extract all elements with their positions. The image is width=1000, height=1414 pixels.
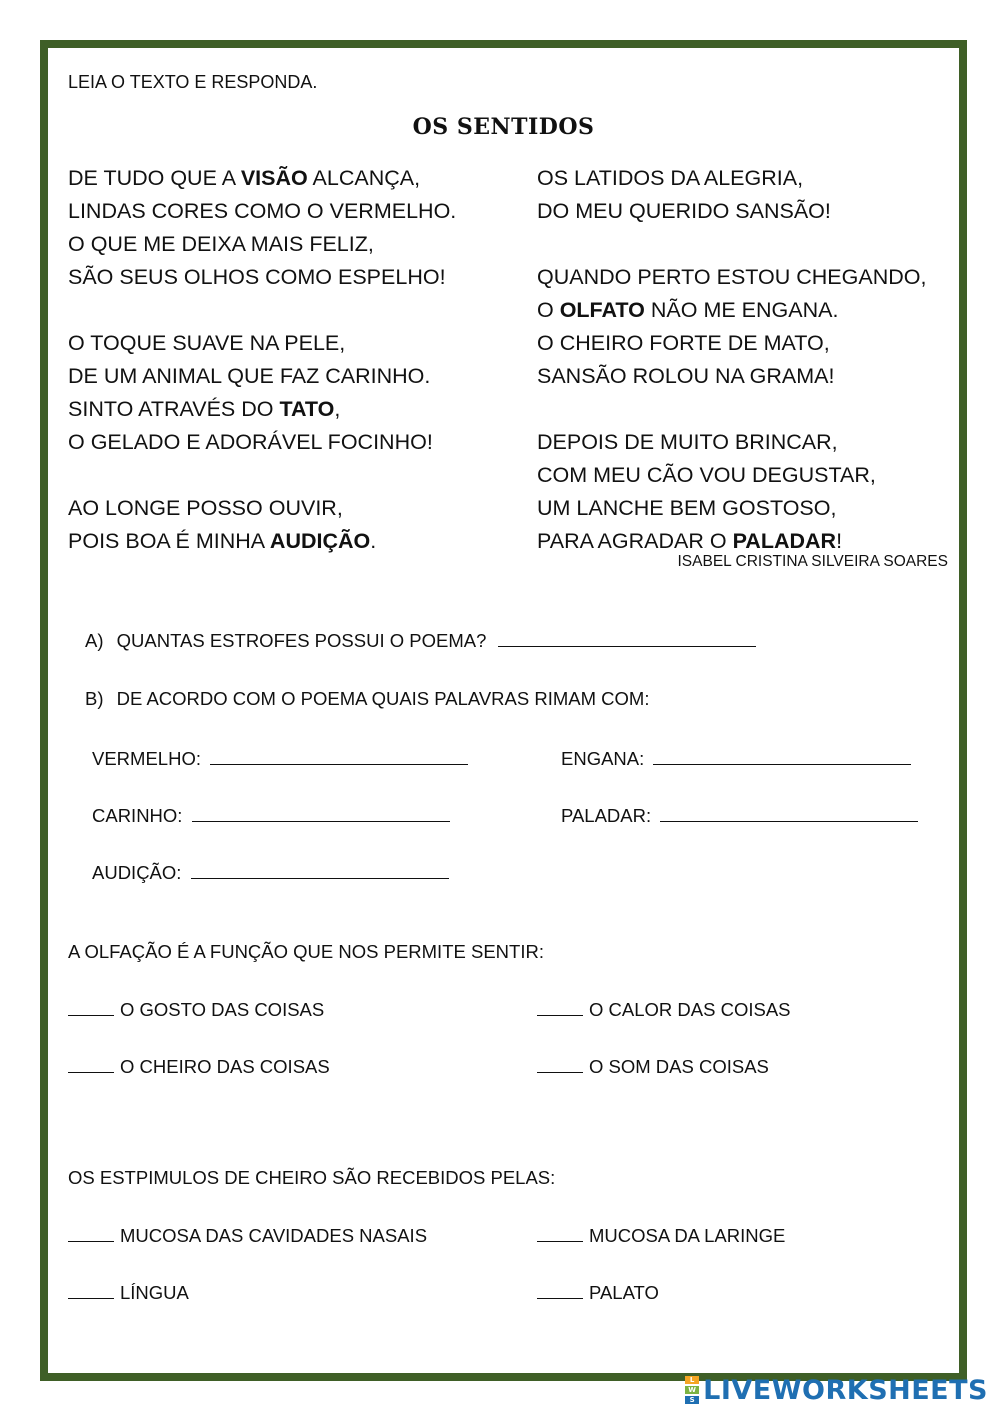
rhyme-carinho	[92, 803, 450, 827]
poem-line	[537, 360, 926, 393]
poem-line	[537, 327, 926, 360]
poem-keyword: TATO	[279, 397, 335, 421]
question-a-marker: A)	[85, 630, 104, 651]
poem-text: ,	[334, 397, 341, 421]
poem-line	[537, 195, 926, 228]
olfacao-option-blank[interactable]	[537, 997, 583, 1016]
poem-text: SÃO SEUS OLHOS COMO ESPELHO!	[68, 265, 446, 289]
rhyme-paladar-label: PALADAR:	[561, 805, 652, 826]
rhyme-audicao-label: AUDIÇÃO:	[92, 862, 182, 883]
olfacao-option-label: O CHEIRO DAS COISAS	[120, 1056, 330, 1077]
olfacao-option	[537, 1054, 769, 1078]
poem-text: LINDAS CORES COMO O VERMELHO.	[68, 199, 457, 223]
poem-line	[68, 360, 456, 393]
estimulos-option-label: LÍNGUA	[120, 1282, 189, 1303]
poem-line	[68, 492, 456, 525]
poem-line	[68, 162, 456, 195]
estimulos-option-blank[interactable]	[537, 1223, 583, 1242]
poem-line	[537, 426, 926, 459]
poem-line	[68, 426, 456, 459]
question-a-answer-line[interactable]	[498, 628, 756, 647]
olfacao-option	[537, 997, 791, 1021]
poem-text: ALCANÇA,	[307, 166, 421, 190]
olfacao-option-blank[interactable]	[537, 1054, 583, 1073]
poem-text: UM LANCHE BEM GOSTOSO,	[537, 496, 837, 520]
poem-text: NÃO ME ENGANA.	[644, 298, 839, 322]
estimulos-option-label: MUCOSA DAS CAVIDADES NASAIS	[120, 1225, 428, 1246]
estimulos-option	[68, 1280, 189, 1304]
olfacao-option-label: O CALOR DAS COISAS	[589, 999, 791, 1020]
estimulos-option-blank[interactable]	[68, 1223, 114, 1242]
rhyme-paladar-answer-line[interactable]	[660, 803, 918, 822]
poem-line	[537, 459, 926, 492]
rhyme-audicao-answer-line[interactable]	[191, 860, 449, 879]
stanza-gap	[68, 459, 456, 492]
olfacao-option-label: O GOSTO DAS COISAS	[120, 999, 325, 1020]
poem-line	[68, 195, 456, 228]
poem-line	[537, 294, 926, 327]
poem-line	[68, 228, 456, 261]
estimulos-option-blank[interactable]	[537, 1280, 583, 1299]
poem-text: QUANDO PERTO ESTOU CHEGANDO,	[537, 265, 927, 289]
poem-text: DE UM ANIMAL QUE FAZ CARINHO.	[68, 364, 431, 388]
rhyme-paladar	[561, 803, 918, 827]
logo-mark-block: L	[685, 1376, 699, 1384]
question-a-text: QUANTAS ESTROFES POSSUI O POEMA?	[116, 630, 487, 651]
poem-line	[68, 525, 456, 558]
question-a	[85, 628, 756, 652]
olfacao-option-label: O SOM DAS COISAS	[589, 1056, 769, 1077]
liveworksheets-logo-text: LIVEWORKSHEETS	[703, 1374, 988, 1406]
liveworksheets-logo-mark-icon	[685, 1375, 699, 1405]
estimulos-option	[68, 1223, 427, 1247]
poem-text: SANSÃO ROLOU NA GRAMA!	[537, 364, 835, 388]
poem-line	[68, 393, 456, 426]
olfacao-prompt: A OLFAÇÃO É A FUNÇÃO QUE NOS PERMITE SENTIR:	[68, 941, 544, 962]
olfacao-option	[68, 1054, 330, 1078]
estimulos-option	[537, 1223, 785, 1247]
question-b-text: DE ACORDO COM O POEMA QUAIS PALAVRAS RIMAM COM:	[116, 688, 650, 709]
logo-mark-block: S	[685, 1396, 699, 1404]
poem-text: !	[836, 529, 843, 553]
estimulos-option-blank[interactable]	[68, 1280, 114, 1299]
olfacao-option-blank[interactable]	[68, 997, 114, 1016]
poem-line	[537, 261, 926, 294]
rhyme-carinho-label: CARINHO:	[92, 805, 183, 826]
poem-title: OS SENTIDOS	[412, 114, 595, 140]
rhyme-carinho-answer-line[interactable]	[192, 803, 450, 822]
poem-text: O	[537, 298, 560, 322]
poem-text: O GELADO E ADORÁVEL FOCINHO!	[68, 430, 433, 454]
estimulos-prompt: OS ESTPIMULOS DE CHEIRO SÃO RECEBIDOS PELAS:	[68, 1167, 556, 1188]
stanza-gap	[537, 393, 926, 426]
poem-line	[68, 327, 456, 360]
poem-text: .	[370, 529, 377, 553]
olfacao-option-blank[interactable]	[68, 1054, 114, 1073]
poem-keyword: AUDIÇÃO	[269, 529, 371, 553]
logo-mark-block: W	[685, 1386, 699, 1394]
question-b-marker: B)	[85, 688, 104, 709]
estimulos-option-label: PALATO	[589, 1282, 659, 1303]
stanza-gap	[68, 294, 456, 327]
poem-left-column	[68, 162, 456, 558]
estimulos-option	[537, 1280, 659, 1304]
poem-right-column	[537, 162, 926, 558]
stanza-gap	[537, 228, 926, 261]
poem-text: DEPOIS DE MUITO BRINCAR,	[537, 430, 838, 454]
rhyme-engana	[561, 746, 911, 770]
poem-text: DO MEU QUERIDO SANSÃO!	[537, 199, 831, 223]
olfacao-option	[68, 997, 324, 1021]
instruction-text: LEIA O TEXTO E RESPONDA.	[68, 72, 318, 92]
poem-text: OS LATIDOS DA ALEGRIA,	[537, 166, 804, 190]
poem-line	[68, 261, 456, 294]
worksheet-frame	[40, 40, 967, 1381]
rhyme-vermelho-label: VERMELHO:	[92, 748, 201, 769]
poem-keyword: VISÃO	[240, 166, 308, 190]
poem-text: O QUE ME DEIXA MAIS FELIZ,	[68, 232, 374, 256]
rhyme-audicao	[92, 860, 449, 884]
rhyme-engana-answer-line[interactable]	[653, 746, 911, 765]
poem-text: PARA AGRADAR O	[537, 529, 733, 553]
poem-text: POIS BOA É MINHA	[68, 529, 270, 553]
question-b	[85, 688, 649, 710]
poem-text: O TOQUE SUAVE NA PELE,	[68, 331, 346, 355]
poem-text: O CHEIRO FORTE DE MATO,	[537, 331, 830, 355]
rhyme-engana-label: ENGANA:	[561, 748, 645, 769]
poem-text: SINTO ATRAVÉS DO	[68, 397, 280, 421]
poem-author: ISABEL CRISTINA SILVEIRA SOARES	[677, 553, 948, 570]
poem-text: COM MEU CÃO VOU DEGUSTAR,	[537, 463, 876, 487]
poem-keyword: PALADAR	[732, 529, 837, 553]
poem-line	[537, 162, 926, 195]
poem-keyword: OLFATO	[559, 298, 645, 322]
rhyme-vermelho-answer-line[interactable]	[210, 746, 468, 765]
poem-text: AO LONGE POSSO OUVIR,	[68, 496, 343, 520]
poem-line	[537, 492, 926, 525]
poem-text: DE TUDO QUE A	[68, 166, 241, 190]
liveworksheets-logo[interactable]	[685, 1373, 988, 1407]
rhyme-vermelho	[92, 746, 468, 770]
estimulos-option-label: MUCOSA DA LARINGE	[589, 1225, 786, 1246]
